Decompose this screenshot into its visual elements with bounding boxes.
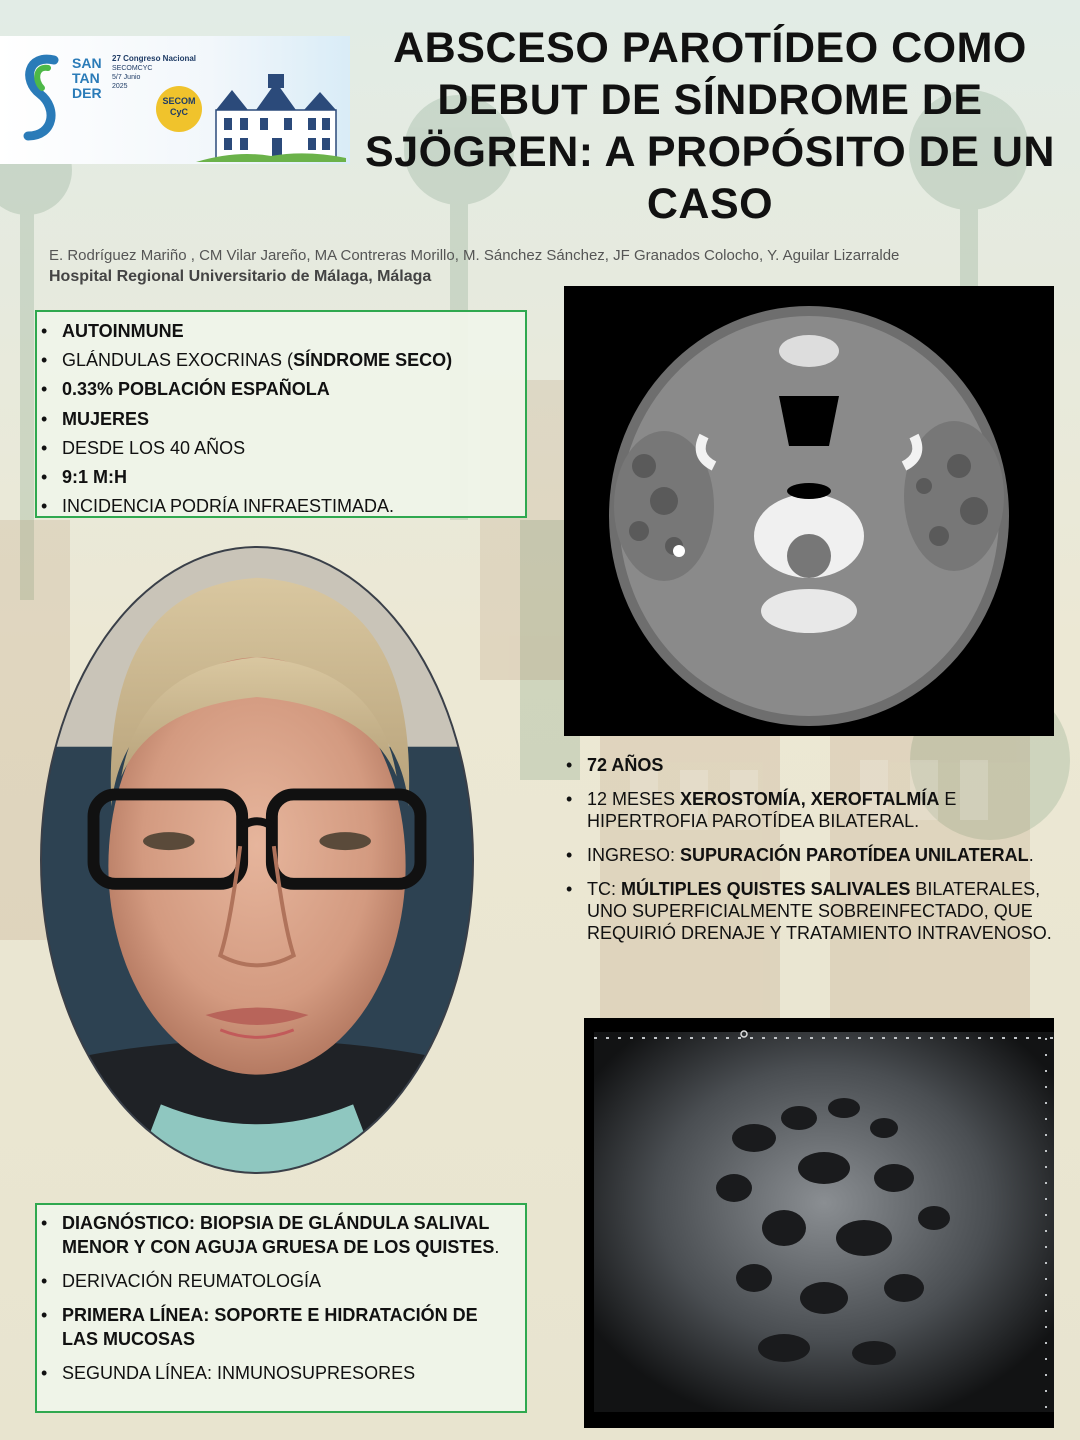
congress-logo-banner <box>0 36 350 164</box>
list-item: • INGRESO: SUPURACIÓN PAROTÍDEA UNILATERAL. <box>563 844 1063 866</box>
list-item: • DERIVACIÓN REUMATOLOGÍA <box>38 1269 517 1293</box>
diagnosis-treatment-box <box>35 1203 527 1413</box>
list-item: • SEGUNDA LÍNEA: INMUNOSUPRESORES <box>38 1361 517 1385</box>
hospital-affiliation: Hospital Regional Universitario de Málaga, Málaga <box>49 268 432 285</box>
case-description <box>563 754 1063 956</box>
case-list <box>563 754 1063 944</box>
list-item: • 12 MESES XEROSTOMÍA, XEROFTALMÍA E HIPERTROFIA PAROTÍDEA BILATERAL. <box>563 788 1063 832</box>
list-item: • MUJERES <box>38 405 517 434</box>
patient-face-illustration <box>42 548 472 1172</box>
list-item: • 0.33% POBLACIÓN ESPAÑOLA <box>38 375 517 404</box>
list-item: • DESDE LOS 40 AÑOS <box>38 434 517 463</box>
list-item: • TC: MÚLTIPLES QUISTES SALIVALES BILATERALES, UNO SUPERFICIALMENTE SOBREINFECTADO, QUE REQUIRIÓ DRENAJE Y TRATAMIENTO INTRAVENOSO. <box>563 878 1063 944</box>
list-item: • INCIDENCIA PODRÍA INFRAESTIMADA. <box>38 492 517 521</box>
list-item: • AUTOINMUNE <box>38 317 517 346</box>
ultrasound-scan <box>584 1018 1054 1428</box>
list-item: • DIAGNÓSTICO: BIOPSIA DE GLÁNDULA SALIVAL MENOR Y CON AGUJA GRUESA DE LOS QUISTES. <box>38 1211 517 1259</box>
ct-scan-axial <box>564 286 1054 736</box>
diagnosis-list <box>38 1211 517 1385</box>
list-item: • PRIMERA LÍNEA: SOPORTE E HIDRATACIÓN DE LAS MUCOSAS <box>38 1303 517 1351</box>
secom-badge: SECOM CyC <box>156 86 202 132</box>
palace-building-icon <box>196 66 346 162</box>
logo-city-name: SAN TAN DER <box>72 55 102 101</box>
santander-s-logo-icon <box>18 50 64 146</box>
logo-congress-text: 27 Congreso Nacional SECOMCYC 5/7 Junio 2025 <box>112 54 197 90</box>
list-item: • GLÁNDULAS EXOCRINAS (SÍNDROME SECO) <box>38 346 517 375</box>
intro-list <box>38 317 517 521</box>
poster-title: ABSCESO PAROTÍDEO COMO DEBUT DE SÍNDROME DE SJÖGREN: A PROPÓSITO DE UN CASO <box>365 24 1055 228</box>
list-item: • 72 AÑOS <box>563 754 1063 776</box>
list-item: • 9:1 M:H <box>38 463 517 492</box>
patient-photo <box>40 546 474 1174</box>
ct-scan-illustration <box>564 286 1054 736</box>
intro-box <box>35 310 527 518</box>
author-list: E. Rodríguez Mariño , CM Vilar Jareño, MA Contreras Morillo, M. Sánchez Sánchez, JF Granados Colocho, Y. Aguilar Lizarralde <box>49 247 900 264</box>
ultrasound-illustration <box>584 1018 1054 1428</box>
